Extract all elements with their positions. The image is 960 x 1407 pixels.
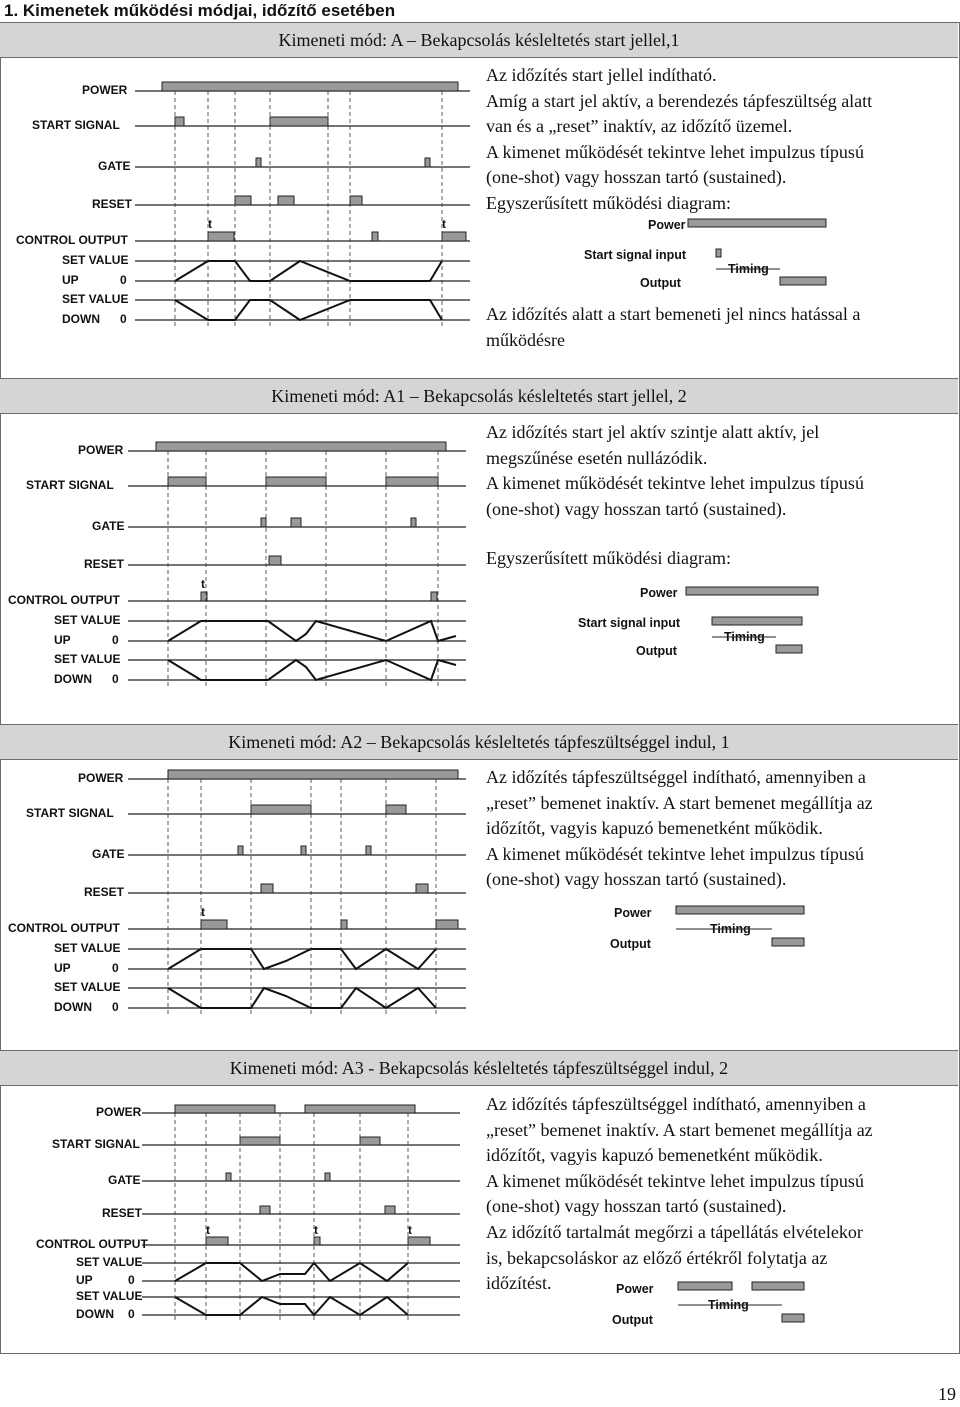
label-reset: RESET [102,1206,143,1220]
section-a-header: Kimeneti mód: A – Bekapcsolás késleltetés start jellel,1 [0,22,958,58]
simplified-diagram-a3 [612,1276,812,1331]
desc-line: Az időzítés start jel aktív szintje alatt aktív, jel [486,422,820,442]
label-start-signal: START SIGNAL [26,478,114,492]
desc-line: időzítőt, vagyis kapuzó bemenetként működik. [486,1145,823,1166]
label-up: UP [62,273,79,287]
label-up: UP [76,1273,93,1287]
desc-line: megszűnése esetén nullázódik. [486,447,708,468]
signal-labels [36,1105,412,1321]
label-power: Power [640,586,678,600]
label-zero: 0 [112,961,119,975]
label-zero: 0 [120,273,127,287]
label-timing: Timing [724,630,765,644]
label-timing: Timing [708,1298,749,1312]
timing-diagram-a1 [6,436,466,691]
label-set-value-down: SET VALUE [54,980,121,994]
desc-line: „reset” bemenet inaktív. A start bemenet megállítja az [486,792,873,813]
label-zero: 0 [128,1307,135,1321]
label-gate: GATE [108,1173,141,1187]
label-start-signal: START SIGNAL [52,1137,140,1151]
label-power: POWER [96,1105,142,1119]
label-power: POWER [78,771,124,785]
label-zero: 0 [112,1000,119,1014]
label-output: Output [640,276,681,290]
page-number: 19 [938,1384,956,1404]
desc-line: Amíg a start jel aktív, a berendezés tápfeszültség alatt [486,90,873,111]
desc-line: is, bekapcsoláskor az előző értékről folytatja az [486,1247,828,1268]
desc-line: Az időzítés start jellel indítható. [486,65,717,85]
label-t: t [314,1223,318,1237]
label-timing: Timing [728,262,769,276]
desc-line: A kimenet működését tekintve lehet impulzus típusú [486,473,864,494]
label-gate: GATE [92,847,125,861]
label-set-value-up: SET VALUE [62,253,129,267]
label-down: DOWN [54,672,92,686]
section-a2-description [486,765,873,893]
label-gate: GATE [98,159,131,173]
desc-line: (one-shot) vagy hosszan tartó (sustained). [486,869,787,890]
desc-line: „reset” bemenet inaktív. A start bemenet megállítja az [486,1119,873,1140]
desc-line: Egyszerűsített működési diagram: [486,192,731,213]
desc-line: időzítést. [486,1273,552,1294]
label-set-value-down: SET VALUE [62,292,129,306]
section-a1-description [486,420,864,522]
label-t: t [408,1223,412,1237]
label-zero: 0 [128,1273,135,1287]
label-start-signal-input: Start signal input [584,248,687,262]
label-control-output: CONTROL OUTPUT [36,1237,148,1251]
label-down: DOWN [62,312,100,326]
label-gate: GATE [92,519,125,533]
label-t: t [201,905,205,919]
timing-diagram-a2 [6,766,466,1021]
label-power: Power [616,1282,654,1296]
label-power: POWER [78,443,124,457]
label-zero: 0 [112,633,119,647]
label-power: POWER [82,83,128,97]
desc-line: Az időzítés tápfeszültséggel indítható, amennyiben a [486,767,866,787]
label-zero: 0 [120,312,127,326]
section-a3-header: Kimeneti mód: A3 - Bekapcsolás késleltetés tápfeszültséggel indul, 2 [0,1050,958,1086]
desc-line: (one-shot) vagy hosszan tartó (sustained). [486,498,787,519]
label-t: t [442,217,446,231]
section-a3-description [486,1092,873,1297]
page-title: 1. Kimenetek működési módjai, időzítő esetében [4,1,396,20]
label-control-output: CONTROL OUTPUT [8,921,120,935]
label-zero: 0 [112,672,119,686]
label-down: DOWN [76,1307,114,1321]
label-up: UP [54,633,71,647]
section-a-description [486,63,872,217]
timing-diagram-a3 [30,1102,460,1322]
desc-line: Az időzítés tápfeszültséggel indítható, amennyiben a [486,1094,866,1114]
desc-line: van és a „reset” inaktív, az időzítő üzemel. [486,116,793,137]
label-power: Power [648,218,686,232]
label-start-signal: START SIGNAL [32,118,120,132]
label-reset: RESET [92,197,133,211]
label-power: Power [614,906,652,920]
desc-line: (one-shot) vagy hosszan tartó (sustained). [486,1196,787,1217]
label-set-value-up: SET VALUE [54,613,121,627]
label-output: Output [612,1313,653,1327]
label-control-output: CONTROL OUTPUT [8,593,120,607]
desc-line: (one-shot) vagy hosszan tartó (sustained). [486,167,787,188]
section-a2-header: Kimeneti mód: A2 – Bekapcsolás késleltetés tápfeszültséggel indul, 1 [0,724,958,760]
label-down: DOWN [54,1000,92,1014]
timing-diagram-a [10,78,470,333]
label-set-value-up: SET VALUE [54,941,121,955]
label-set-value-down: SET VALUE [54,652,121,666]
simplified-diagram-a [582,213,832,293]
desc-line: A kimenet működését tekintve lehet impulzus típusú [486,843,864,864]
desc-line: időzítőt, vagyis kapuzó bemenetként működik. [486,818,823,839]
label-t: t [201,577,205,591]
label-set-value-down: SET VALUE [76,1289,143,1303]
label-t: t [208,217,212,231]
section-a1-diagram-caption: Egyszerűsített működési diagram: [486,548,731,568]
desc-line: A kimenet működését tekintve lehet impulzus típusú [486,141,864,162]
label-timing: Timing [710,922,751,936]
section-a-note: Az időzítés alatt a start bemeneti jel nincs hatással a működésre [486,304,861,350]
label-start-signal-input: Start signal input [578,616,681,630]
desc-line: A kimenet működését tekintve lehet impulzus típusú [486,1170,864,1191]
label-output: Output [610,937,651,951]
label-up: UP [54,961,71,975]
label-reset: RESET [84,885,125,899]
label-start-signal: START SIGNAL [26,806,114,820]
label-set-value-up: SET VALUE [76,1255,143,1269]
simplified-diagram-a2 [610,900,810,955]
label-control-output: CONTROL OUTPUT [16,233,128,247]
label-output: Output [636,644,677,658]
desc-line: Az időzítő tartalmát megőrzi a tápellátás elvételekor [486,1221,863,1242]
label-t: t [206,1223,210,1237]
section-a1-header: Kimeneti mód: A1 – Bekapcsolás késleltetés start jellel, 2 [0,378,958,414]
simplified-diagram-a1 [576,581,826,661]
label-reset: RESET [84,557,125,571]
